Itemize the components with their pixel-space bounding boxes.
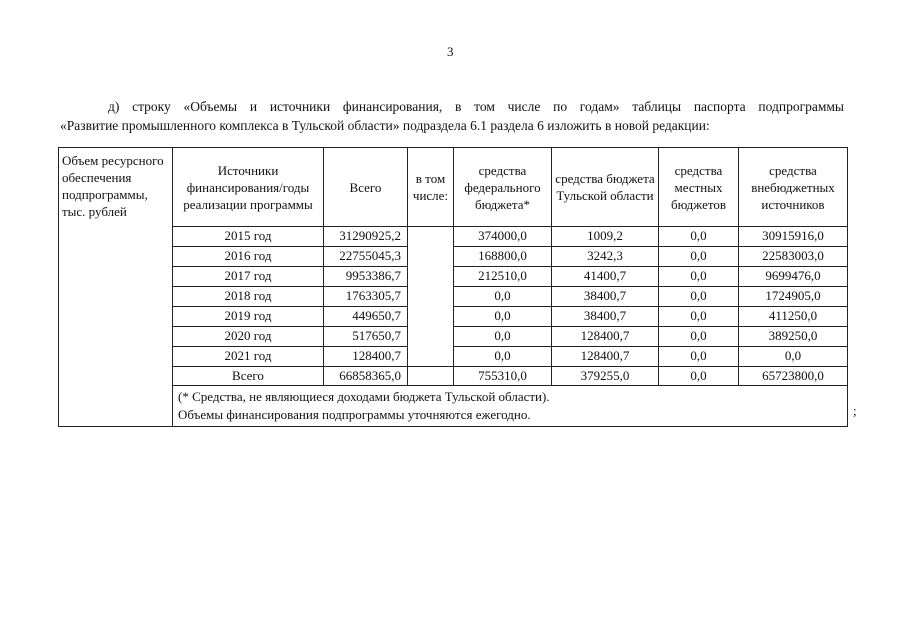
financing-table (58, 147, 848, 427)
table-row (59, 247, 848, 267)
federal-cell: 0,0 (454, 307, 552, 327)
header-federal: средства федерального бюджета* (454, 148, 552, 227)
including-cell (408, 327, 454, 347)
header-total: Всего (324, 148, 408, 227)
including-cell (408, 267, 454, 287)
regional-cell: 128400,7 (552, 327, 659, 347)
including-cell (408, 227, 454, 247)
federal-cell: 168800,0 (454, 247, 552, 267)
table-row (59, 267, 848, 287)
total-cell: 1763305,7 (324, 287, 408, 307)
row-label-cell: Объем ресурсного обеспечения подпрограммы, тыс. рублей (59, 148, 173, 427)
table-row (59, 327, 848, 347)
local-cell: 0,0 (659, 287, 739, 307)
notes-cell (173, 386, 848, 427)
year-cell: 2018 год (173, 287, 324, 307)
regional-cell: 38400,7 (552, 307, 659, 327)
extra-cell: 30915916,0 (739, 227, 848, 247)
including-cell (408, 247, 454, 267)
extra-cell: 389250,0 (739, 327, 848, 347)
table-row (59, 347, 848, 367)
paragraph-line-1: д) строку «Объемы и источники финансирования, в том числе по годам» таблицы паспорта подпрограммы (108, 99, 844, 114)
page-number: 3 (447, 44, 454, 59)
extra-cell: 1724905,0 (739, 287, 848, 307)
total-extra: 65723800,0 (739, 367, 848, 386)
local-cell: 0,0 (659, 307, 739, 327)
total-cell: 31290925,2 (324, 227, 408, 247)
regional-cell: 3242,3 (552, 247, 659, 267)
footnote-text: (* Средства, не являющиеся доходами бюджета Тульской области). (178, 389, 550, 404)
header-regional: средства бюджета Тульской области (552, 148, 659, 227)
total-including (408, 367, 454, 386)
federal-cell: 374000,0 (454, 227, 552, 247)
total-row (59, 367, 848, 386)
header-local: средства местных бюджетов (659, 148, 739, 227)
local-cell: 0,0 (659, 347, 739, 367)
year-cell: 2015 год (173, 227, 324, 247)
including-cell (408, 347, 454, 367)
table-row (59, 227, 848, 247)
paragraph-line-2: «Развитие промышленного комплекса в Тульской области» подраздела 6.1 раздела 6 изложить в новой редакции: (60, 118, 710, 133)
table-row (59, 307, 848, 327)
total-cell: 22755045,3 (324, 247, 408, 267)
local-cell: 0,0 (659, 227, 739, 247)
annual-note-text: Объемы финансирования подпрограммы уточняются ежегодно. (178, 407, 531, 422)
including-cell (408, 307, 454, 327)
extra-cell: 411250,0 (739, 307, 848, 327)
table-row (59, 287, 848, 307)
notes-row (59, 386, 848, 427)
extra-cell: 22583003,0 (739, 247, 848, 267)
total-local: 0,0 (659, 367, 739, 386)
extra-cell: 0,0 (739, 347, 848, 367)
year-cell: 2020 год (173, 327, 324, 347)
grand-total: 66858365,0 (324, 367, 408, 386)
including-cell (408, 287, 454, 307)
year-cell: 2021 год (173, 347, 324, 367)
total-cell: 128400,7 (324, 347, 408, 367)
total-cell: 449650,7 (324, 307, 408, 327)
regional-cell: 38400,7 (552, 287, 659, 307)
total-federal: 755310,0 (454, 367, 552, 386)
federal-cell: 0,0 (454, 347, 552, 367)
amendment-paragraph (60, 97, 844, 135)
federal-cell: 0,0 (454, 327, 552, 347)
total-regional: 379255,0 (552, 367, 659, 386)
regional-cell: 128400,7 (552, 347, 659, 367)
header-sources: Источники финансирования/годы реализации программы (173, 148, 324, 227)
local-cell: 0,0 (659, 267, 739, 287)
year-cell: 2017 год (173, 267, 324, 287)
extra-cell: 9699476,0 (739, 267, 848, 287)
total-cell: 517650,7 (324, 327, 408, 347)
local-cell: 0,0 (659, 327, 739, 347)
year-cell: 2016 год (173, 247, 324, 267)
federal-cell: 0,0 (454, 287, 552, 307)
local-cell: 0,0 (659, 247, 739, 267)
header-including: в том числе: (408, 148, 454, 227)
trailing-semicolon: ; (853, 403, 857, 418)
regional-cell: 41400,7 (552, 267, 659, 287)
federal-cell: 212510,0 (454, 267, 552, 287)
regional-cell: 1009,2 (552, 227, 659, 247)
total-label: Всего (173, 367, 324, 386)
total-cell: 9953386,7 (324, 267, 408, 287)
header-extra: средства внебюджетных источников (739, 148, 848, 227)
year-cell: 2019 год (173, 307, 324, 327)
